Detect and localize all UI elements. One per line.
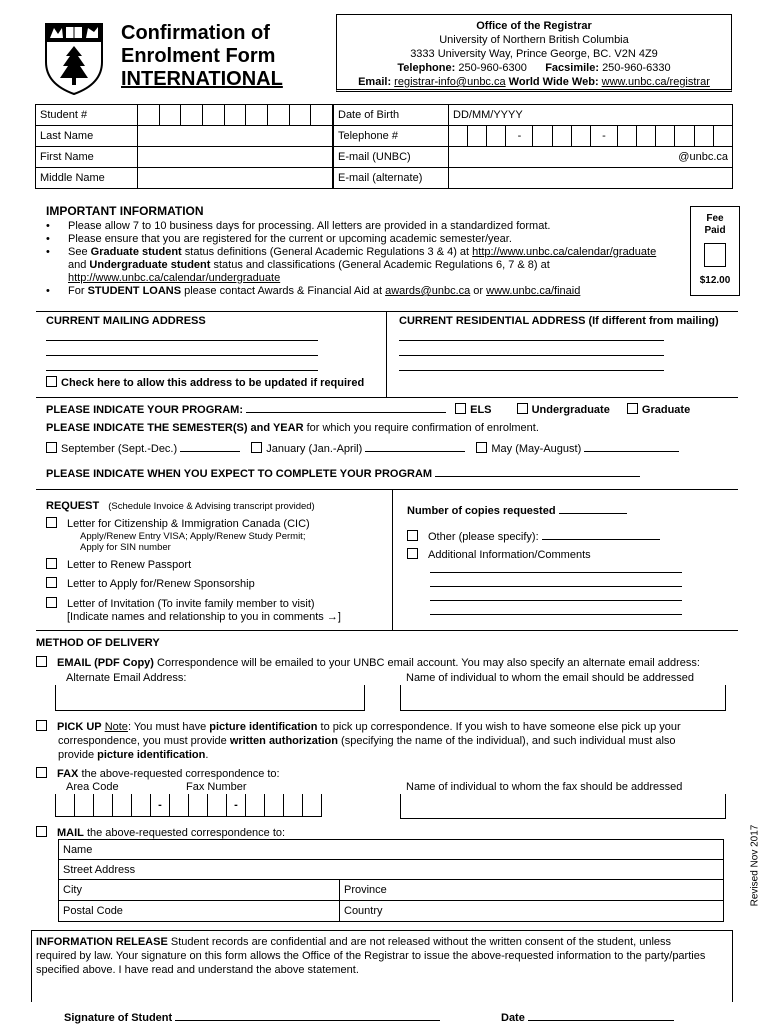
pickup-text: correspondence, you must provide [58, 735, 230, 747]
mail-country-field[interactable] [340, 901, 724, 922]
bullet-bold: Undergraduate student [89, 259, 211, 271]
phone-digit-cell[interactable] [694, 126, 713, 147]
pickup-note: Note [104, 721, 128, 733]
student-number-cell[interactable] [224, 105, 246, 126]
area-code-label: Area Code [66, 781, 119, 793]
mailing-address-line-3[interactable] [46, 370, 318, 371]
phone-digit-cell[interactable] [656, 126, 675, 147]
fax-option[interactable] [36, 767, 280, 780]
mail-province-field[interactable] [340, 880, 724, 901]
date-input[interactable] [528, 1020, 674, 1021]
email-suffix: @unbc.ca [678, 151, 728, 163]
email-recipient-input[interactable] [400, 685, 726, 711]
bullet-text: or [470, 285, 487, 297]
els-checkbox[interactable] [455, 403, 466, 414]
undergraduate-calendar-link[interactable]: http://www.unbc.ca/calendar/undergraduate [68, 272, 281, 284]
fee-paid-box [690, 206, 740, 296]
fax-digit-cell[interactable] [94, 794, 113, 817]
registrar-web-link[interactable]: www.unbc.ca/registrar [601, 76, 710, 88]
semester-heading: PLEASE INDICATE THE SEMESTER(S) and YEAR [46, 422, 304, 434]
fax-digit-cell[interactable] [265, 794, 284, 817]
mailing-address-heading: CURRENT MAILING ADDRESS [46, 315, 206, 327]
fax-number-label: Fax Number [186, 781, 247, 793]
release-text-1: Student records are confidential and are not released without the written consent of the student, unless [167, 936, 672, 948]
bullet-bold: Graduate student [90, 246, 182, 258]
request-heading-row [46, 500, 315, 512]
mail-address-table [58, 839, 724, 922]
cic-sub-line-1: Apply/Renew Entry VISA; Apply/Renew Study Permit; [80, 531, 306, 542]
mail-postal-field[interactable] [59, 901, 340, 922]
email-recipient-label: Name of individual to whom the email should be addressed [406, 672, 694, 684]
passport-option[interactable] [46, 558, 191, 571]
bullet-text: and [68, 259, 90, 271]
office-title: Office of the Registrar [476, 20, 592, 32]
phone-digit-cell[interactable] [675, 126, 694, 147]
copies-label: Number of copies requested [407, 505, 556, 517]
fax-number-grid [55, 794, 322, 817]
email-label: Email: [358, 76, 392, 88]
pickup-option[interactable] [36, 720, 726, 762]
mail-province-label: Province [344, 884, 387, 896]
pickup-bold: written authorization [229, 735, 338, 747]
fax-heading: FAX [57, 768, 79, 780]
student-number-cell[interactable] [203, 105, 225, 126]
may-checkbox[interactable] [476, 442, 487, 453]
pickup-checkbox[interactable] [36, 720, 47, 731]
signature-input[interactable] [175, 1020, 440, 1021]
fax-checkbox[interactable] [36, 767, 47, 778]
last-name-field[interactable] [138, 126, 333, 147]
pickup-text: : You must have [127, 721, 210, 733]
email-unbc-label: E-mail (UNBC) [334, 147, 449, 168]
title-line-3: INTERNATIONAL [121, 68, 283, 90]
email-alternate-field[interactable] [449, 168, 733, 189]
additional-label: Additional Information/Comments [428, 549, 591, 561]
telephone-number-label: Telephone # [334, 126, 449, 147]
telephone-label: Telephone: [397, 62, 456, 74]
web-label: World Wide Web: [508, 76, 599, 88]
other-checkbox[interactable] [407, 530, 418, 541]
invitation-subtext: [Indicate names and relationship to you in comments →] [67, 611, 341, 623]
pickup-text: . [205, 749, 209, 761]
bullet-text: See [68, 246, 91, 258]
signature-row [64, 1012, 440, 1024]
phone-digit-cell[interactable] [468, 126, 487, 147]
dob-format: DD/MM/YYYY [453, 109, 523, 121]
mail-country-label: Country [344, 905, 383, 917]
release-text-2: required by law. Your signature on this form allows the Office of the Registrar to issue the above-requested information to the party/parties [36, 950, 706, 962]
mailing-address-line-2[interactable] [46, 355, 318, 356]
program-input[interactable] [246, 412, 446, 413]
email-web-line [337, 75, 731, 89]
student-number-cell[interactable] [246, 105, 268, 126]
dob-label: Date of Birth [334, 105, 449, 126]
phone-dash: - [506, 126, 533, 147]
section-divider [36, 489, 738, 490]
additional-option[interactable] [407, 548, 591, 561]
pickup-text: provide [58, 749, 98, 761]
fax-digit-cell[interactable] [246, 794, 265, 817]
january-label: January (Jan.-April) [266, 443, 363, 455]
september-label: September (Sept.-Dec.) [61, 443, 178, 455]
may-year-input[interactable] [584, 451, 679, 452]
address-column-divider [386, 312, 387, 398]
phone-digit-cell[interactable] [487, 126, 506, 147]
middle-name-field[interactable] [138, 168, 333, 189]
request-column-divider [392, 490, 393, 630]
undergraduate-label: Undergraduate [531, 404, 610, 416]
important-info-heading: IMPORTANT INFORMATION [46, 204, 204, 218]
fax-recipient-label: Name of individual to whom the fax should be addressed [406, 781, 683, 793]
address-update-option[interactable] [46, 376, 364, 389]
residential-address-line-1[interactable] [399, 340, 664, 341]
section-divider [36, 630, 738, 631]
fax-dash: - [227, 794, 246, 817]
phone-digit-cell[interactable] [713, 126, 732, 147]
mail-street-field[interactable] [59, 860, 724, 880]
fax-digit-cell[interactable] [75, 794, 94, 817]
student-number-cell[interactable] [181, 105, 203, 126]
graduate-checkbox[interactable] [627, 403, 638, 414]
fax-digit-cell[interactable] [303, 794, 322, 817]
unbc-crest-logo [44, 22, 104, 96]
fee-amount: $12.00 [699, 275, 731, 286]
cic-checkbox[interactable] [46, 517, 57, 528]
phone-digit-cell[interactable] [637, 126, 656, 147]
cic-option[interactable] [46, 517, 310, 530]
date-row [501, 1012, 674, 1024]
graduate-label: Graduate [641, 404, 691, 416]
comments-line-4[interactable] [430, 614, 682, 615]
alt-email-label: Alternate Email Address: [66, 672, 187, 684]
pickup-bold: picture identification [97, 749, 206, 761]
student-number-cell[interactable] [138, 105, 160, 126]
graduate-calendar-link[interactable]: http://www.unbc.ca/calendar/graduate [472, 246, 657, 258]
email-unbc-field[interactable] [449, 147, 733, 168]
university-address: 3333 University Way, Prince George, BC. V2N 4Z9 [410, 48, 658, 60]
other-input[interactable] [542, 539, 660, 540]
request-heading: REQUEST [46, 500, 100, 512]
other-label: Other (please specify): [428, 531, 539, 543]
bullet-text: Please allow 7 to 10 business days for processing. All letters are provided in a standardized format. [68, 220, 551, 232]
cic-subtext [80, 531, 305, 553]
student-info-table-right [333, 104, 733, 189]
fax-digit-cell[interactable] [113, 794, 132, 817]
september-year-input[interactable] [180, 451, 240, 452]
comments-line-1[interactable] [430, 572, 682, 573]
fax-dash: - [151, 794, 170, 817]
student-number-cell[interactable] [311, 105, 333, 126]
student-number-label: Student # [36, 105, 138, 126]
passport-label: Letter to Renew Passport [67, 559, 192, 571]
comments-line-3[interactable] [430, 600, 682, 601]
info-bullet: • Please ensure that you are registered for the current or upcoming academic semester/year. [46, 233, 512, 245]
sponsorship-label: Letter to Apply for/Renew Sponsorship [67, 578, 255, 590]
section-divider [36, 311, 738, 312]
invitation-option[interactable] [46, 597, 315, 610]
info-bullet: • For STUDENT LOANS please contact Awards & Financial Aid at awards@unbc.ca or www.unbc.ca/finaid [46, 285, 581, 297]
section-divider [36, 397, 738, 398]
fee-label: Fee [706, 213, 724, 224]
completion-label: PLEASE INDICATE WHEN YOU EXPECT TO COMPLETE YOUR PROGRAM [46, 468, 433, 480]
address-update-checkbox[interactable] [46, 376, 57, 387]
sponsorship-option[interactable] [46, 577, 255, 590]
residential-address-line-3[interactable] [399, 370, 664, 371]
bullet-text: status and classifications (General Academic Regulations 6, 7 & 8) at [210, 259, 550, 271]
semester-text: for which you require confirmation of enrolment. [303, 422, 539, 434]
title-line-2: Enrolment Form [121, 45, 276, 67]
completion-input[interactable] [435, 476, 640, 477]
fax-recipient-input[interactable] [400, 794, 726, 819]
fax-digit-cell[interactable] [284, 794, 303, 817]
student-number-cell[interactable] [159, 105, 181, 126]
january-checkbox[interactable] [251, 442, 262, 453]
fax-digit-cell[interactable] [208, 794, 227, 817]
email-delivery-option[interactable] [36, 656, 700, 669]
cic-sub-line-2: Apply for SIN number [80, 542, 171, 553]
email-alternate-label: E-mail (alternate) [334, 168, 449, 189]
bullet-text: status definitions (General Academic Regulations 3 & 4) at [181, 246, 473, 258]
invitation-label: Letter of Invitation (To invite family member to visit) [67, 598, 315, 610]
release-text-3: specified above. I have read and understand the above statement. [36, 964, 359, 976]
bullet-text: Please ensure that you are registered for the current or upcoming academic semester/year. [68, 233, 512, 245]
fax-digit-cell[interactable] [189, 794, 208, 817]
comments-line-2[interactable] [430, 586, 682, 587]
title-line-1: Confirmation of [121, 22, 270, 44]
program-row [46, 403, 690, 416]
alt-email-input[interactable] [55, 685, 365, 711]
semester-options [46, 442, 679, 455]
info-bullet: • See Graduate student status definitions (General Academic Regulations 3 & 4) at http://www.unbc.ca/calendar/graduate and Undergraduate student status and classifications (General Academic Regulations 6, 7 & 8) at http://www.unbc.ca/calendar/undergraduate [46, 246, 657, 284]
fax-digit-cell[interactable] [170, 794, 189, 817]
registrar-contact-box [336, 14, 732, 92]
phone-dash: - [590, 126, 617, 147]
student-number-cell[interactable] [268, 105, 290, 126]
signature-label: Signature of Student [64, 1012, 173, 1024]
bullet-text: For [68, 285, 88, 297]
mail-heading: MAIL [57, 827, 84, 839]
phone-digit-cell[interactable] [552, 126, 571, 147]
request-note: (Schedule Invoice & Advising transcript provided) [108, 501, 315, 512]
fax-digit-cell[interactable] [132, 794, 151, 817]
mail-city-field[interactable] [59, 880, 340, 901]
mail-name-field[interactable] [59, 840, 724, 860]
awards-email-link[interactable]: awards@unbc.ca [385, 285, 471, 297]
pickup-heading: PICK UP [57, 721, 102, 733]
form-title [121, 22, 283, 91]
information-release-box [31, 930, 733, 1002]
delivery-heading: METHOD OF DELIVERY [36, 637, 160, 649]
mail-text: the above-requested correspondence to: [83, 827, 286, 839]
other-option[interactable] [407, 530, 660, 543]
date-label: Date [501, 1012, 525, 1024]
dob-field[interactable] [449, 105, 733, 126]
mail-postal-label: Postal Code [63, 905, 123, 917]
mail-name-label: Name [63, 843, 93, 856]
email-delivery-heading: EMAIL (PDF Copy) [57, 657, 154, 669]
bullet-bold: STUDENT LOANS [87, 285, 182, 297]
phone-digit-cell[interactable] [571, 126, 590, 147]
revised-date-label: Revised Nov 2017 [749, 824, 761, 907]
mail-checkbox[interactable] [36, 826, 47, 837]
facsimile-label: Facsimile: [545, 62, 599, 74]
first-name-label: First Name [36, 147, 138, 168]
fee-paid-checkbox[interactable] [704, 243, 726, 267]
undergraduate-checkbox[interactable] [517, 403, 528, 414]
mailing-address-line-1[interactable] [46, 340, 318, 341]
program-label: PLEASE INDICATE YOUR PROGRAM: [46, 404, 243, 416]
copies-input[interactable] [559, 513, 627, 514]
semester-instructions [46, 422, 539, 434]
pickup-bold: picture identification [209, 721, 318, 733]
phone-fax-line [337, 61, 731, 75]
additional-checkbox[interactable] [407, 548, 418, 559]
mail-option[interactable] [36, 826, 285, 839]
invitation-checkbox[interactable] [46, 597, 57, 608]
student-number-cell[interactable] [289, 105, 311, 126]
passport-checkbox[interactable] [46, 558, 57, 569]
mail-street-label: Street Address [63, 863, 136, 876]
phone-digit-cell[interactable] [533, 126, 552, 147]
pickup-text: to pick up correspondence. If you wish to have someone else pick up your [317, 721, 681, 733]
telephone-value: 250-960-6300 [458, 62, 527, 74]
residential-address-line-2[interactable] [399, 355, 664, 356]
email-delivery-checkbox[interactable] [36, 656, 47, 667]
phone-digit-cell[interactable] [617, 126, 636, 147]
september-checkbox[interactable] [46, 442, 57, 453]
fax-digit-cell[interactable] [56, 794, 75, 817]
first-name-field[interactable] [138, 147, 333, 168]
email-delivery-text: Correspondence will be emailed to your UNBC email account. You may also specify an alternate email address: [153, 657, 700, 669]
fax-text: the above-requested correspondence to: [78, 768, 280, 780]
university-name: University of Northern British Columbia [439, 34, 629, 46]
may-label: May (May-August) [491, 443, 582, 455]
finaid-link[interactable]: www.unbc.ca/finaid [486, 285, 581, 297]
release-heading: INFORMATION RELEASE [36, 936, 168, 948]
els-label: ELS [470, 404, 492, 416]
student-info-table-left [35, 104, 333, 189]
january-year-input[interactable] [365, 451, 465, 452]
residential-address-heading: CURRENT RESIDENTIAL ADDRESS (If different from mailing) [399, 315, 719, 327]
registrar-email-link[interactable]: registrar-info@unbc.ca [394, 76, 506, 88]
last-name-label: Last Name [36, 126, 138, 147]
phone-digit-cell[interactable] [449, 126, 468, 147]
copies-row [407, 505, 627, 517]
facsimile-value: 250-960-6330 [602, 62, 671, 74]
paid-label: Paid [704, 225, 726, 236]
cic-label: Letter for Citizenship & Immigration Canada (CIC) [67, 518, 310, 530]
bullet-text: please contact Awards & Financial Aid at [181, 285, 386, 297]
sponsorship-checkbox[interactable] [46, 577, 57, 588]
middle-name-label: Middle Name [36, 168, 138, 189]
pickup-text: (specifying the name of the individual), and such individual must also [338, 735, 676, 747]
completion-row [46, 468, 640, 480]
mail-city-label: City [63, 884, 82, 896]
info-bullet: • Please allow 7 to 10 business days for processing. All letters are provided in a standardized format. [46, 220, 551, 232]
address-update-label: Check here to allow this address to be updated if required [61, 377, 365, 389]
important-info-list [42, 220, 692, 298]
